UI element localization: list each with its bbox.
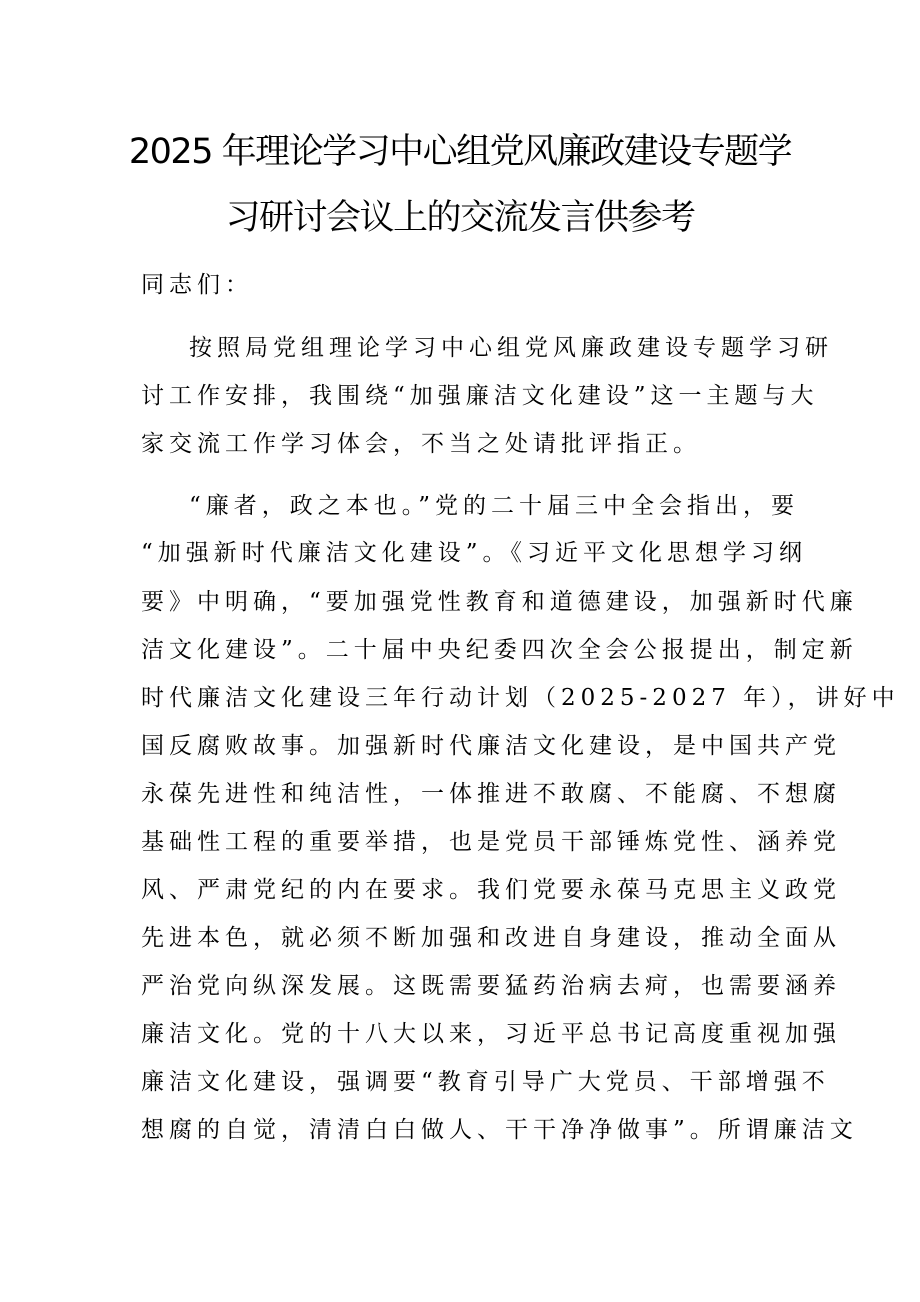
paragraph-1-line: 按照局党组理论学习中心组党风廉政建设专题学习研 xyxy=(189,335,833,361)
paragraph-2-line: 风、严肃党纪的内在要求。我们党要永葆马克思主义政党 xyxy=(141,877,841,903)
paragraph-2-line: 想腐的自觉，清清白白做人、干干净净做事”。所谓廉洁文 xyxy=(141,1117,858,1143)
paragraph-2-line: 先进本色，就必须不断加强和改进自身建设，推动全面从 xyxy=(141,925,841,951)
paragraph-2-line: “廉者，政之本也。”党的二十届三中全会指出，要 xyxy=(189,493,800,519)
paragraph-2-line: 时代廉洁文化建设三年行动计划（2025-2027 年），讲好中 xyxy=(141,685,900,711)
paragraph-2-line: 廉洁文化建设，强调要“教育引导广大党员、干部增强不 xyxy=(141,1069,830,1095)
document-title-line-1: 2025 年理论学习中心组党风廉政建设专题学 xyxy=(128,132,792,172)
salutation: 同志们： xyxy=(141,272,253,298)
paragraph-1-line: 家交流工作学习体会，不当之处请批评指正。 xyxy=(141,431,701,457)
paragraph-2-line: 洁文化建设”。二十届中央纪委四次全会公报提出，制定新 xyxy=(141,637,858,663)
paragraph-2-line: 国反腐败故事。加强新时代廉洁文化建设，是中国共产党 xyxy=(141,733,841,759)
paragraph-2-line: “加强新时代廉洁文化建设”。《习近平文化思想学习纲 xyxy=(141,540,808,566)
paragraph-2-line: 永葆先进性和纯洁性，一体推进不敢腐、不能腐、不想腐 xyxy=(141,781,841,807)
paragraph-2-line: 要》中明确，“要加强党性教育和道德建设，加强新时代廉 xyxy=(141,589,858,615)
paragraph-2-line: 基础性工程的重要举措，也是党员干部锤炼党性、涵养党 xyxy=(141,829,841,855)
paragraph-2-line: 严治党向纵深发展。这既需要猛药治病去疴，也需要涵养 xyxy=(141,973,841,999)
paragraph-2-line: 廉洁文化。党的十八大以来，习近平总书记高度重视加强 xyxy=(141,1021,841,1047)
paragraph-1-line: 讨工作安排，我围绕“加强廉洁文化建设”这一主题与大 xyxy=(141,383,819,409)
document-title-line-2: 习研讨会议上的交流发言供参考 xyxy=(225,198,695,238)
